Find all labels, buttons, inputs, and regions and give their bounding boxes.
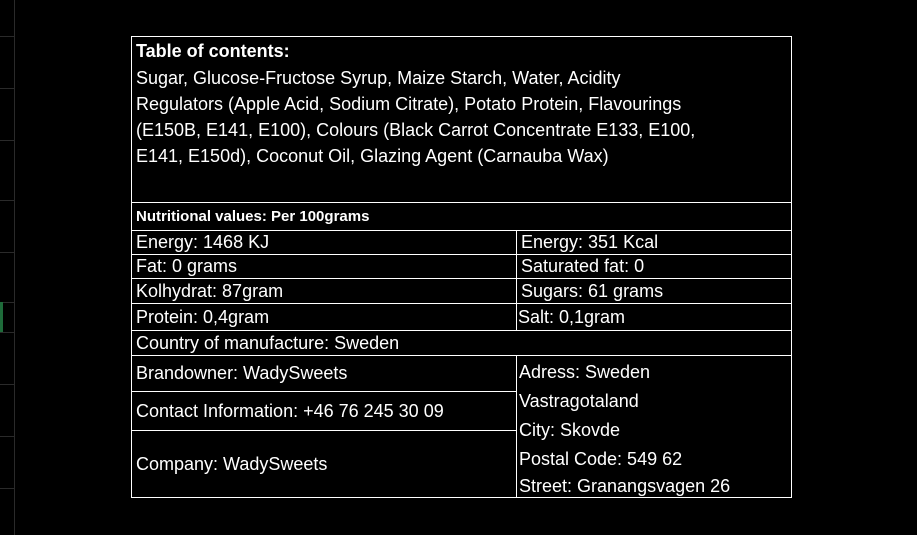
nutrition-saturated-fat[interactable]: Saturated fat: 0 <box>516 254 792 279</box>
product-label-table <box>131 36 792 498</box>
sheet-gridline <box>0 332 14 333</box>
country-of-manufacture[interactable]: Country of manufacture: Sweden <box>131 330 792 356</box>
ingredients-line: E141, E150d), Coconut Oil, Glazing Agent (Carnauba Wax) <box>136 146 609 166</box>
address-line: Adress: Sweden <box>519 362 651 382</box>
address-cell[interactable] <box>516 355 792 498</box>
brandowner-cell[interactable]: Brandowner: WadySweets <box>131 355 517 392</box>
ingredients-line: (E150B, E141, E100), Colours (Black Carrot Concentrate E133, E100, <box>136 120 696 140</box>
nutrition-protein[interactable]: Protein: 0,4gram <box>131 303 517 331</box>
row-selection-marker <box>0 302 3 332</box>
address-city: City: Skovde <box>519 420 621 440</box>
address-region: Vastragotaland <box>519 391 639 411</box>
ingredients-text <box>136 65 787 169</box>
nutrition-heading[interactable]: Nutritional values: Per 100grams <box>131 202 792 231</box>
sheet-gridline <box>0 200 14 201</box>
sheet-gridline <box>0 436 14 437</box>
ingredients-line: Regulators (Apple Acid, Sodium Citrate), Potato Protein, Flavourings <box>136 94 682 114</box>
address-street: Street: Granangsvagen 26 <box>519 476 731 496</box>
nutrition-energy-kj[interactable]: Energy: 1468 KJ <box>131 230 517 255</box>
company-cell[interactable]: Company: WadySweets <box>131 430 517 498</box>
sheet-gridline <box>0 488 14 489</box>
sheet-gridline <box>0 88 14 89</box>
sheet-gridline <box>0 252 14 253</box>
nutrition-energy-kcal[interactable]: Energy: 351 Kcal <box>516 230 792 255</box>
ingredients-cell[interactable] <box>131 36 792 203</box>
contents-heading: Table of contents: <box>136 41 290 61</box>
sheet-gridline <box>0 36 14 37</box>
address-postal-code: Postal Code: 549 62 <box>519 449 683 469</box>
nutrition-salt[interactable]: Salt: 0,1gram <box>516 303 792 331</box>
sheet-gridline-column <box>0 0 15 535</box>
nutrition-fat[interactable]: Fat: 0 grams <box>131 254 517 279</box>
contact-information-cell[interactable]: Contact Information: +46 76 245 30 09 <box>131 391 517 431</box>
nutrition-carbohydrate[interactable]: Kolhydrat: 87gram <box>131 278 517 304</box>
nutrition-sugars[interactable]: Sugars: 61 grams <box>516 278 792 304</box>
ingredients-line: Sugar, Glucose-Fructose Syrup, Maize Starch, Water, Acidity <box>136 68 621 88</box>
sheet-gridline <box>0 140 14 141</box>
sheet-gridline <box>0 384 14 385</box>
